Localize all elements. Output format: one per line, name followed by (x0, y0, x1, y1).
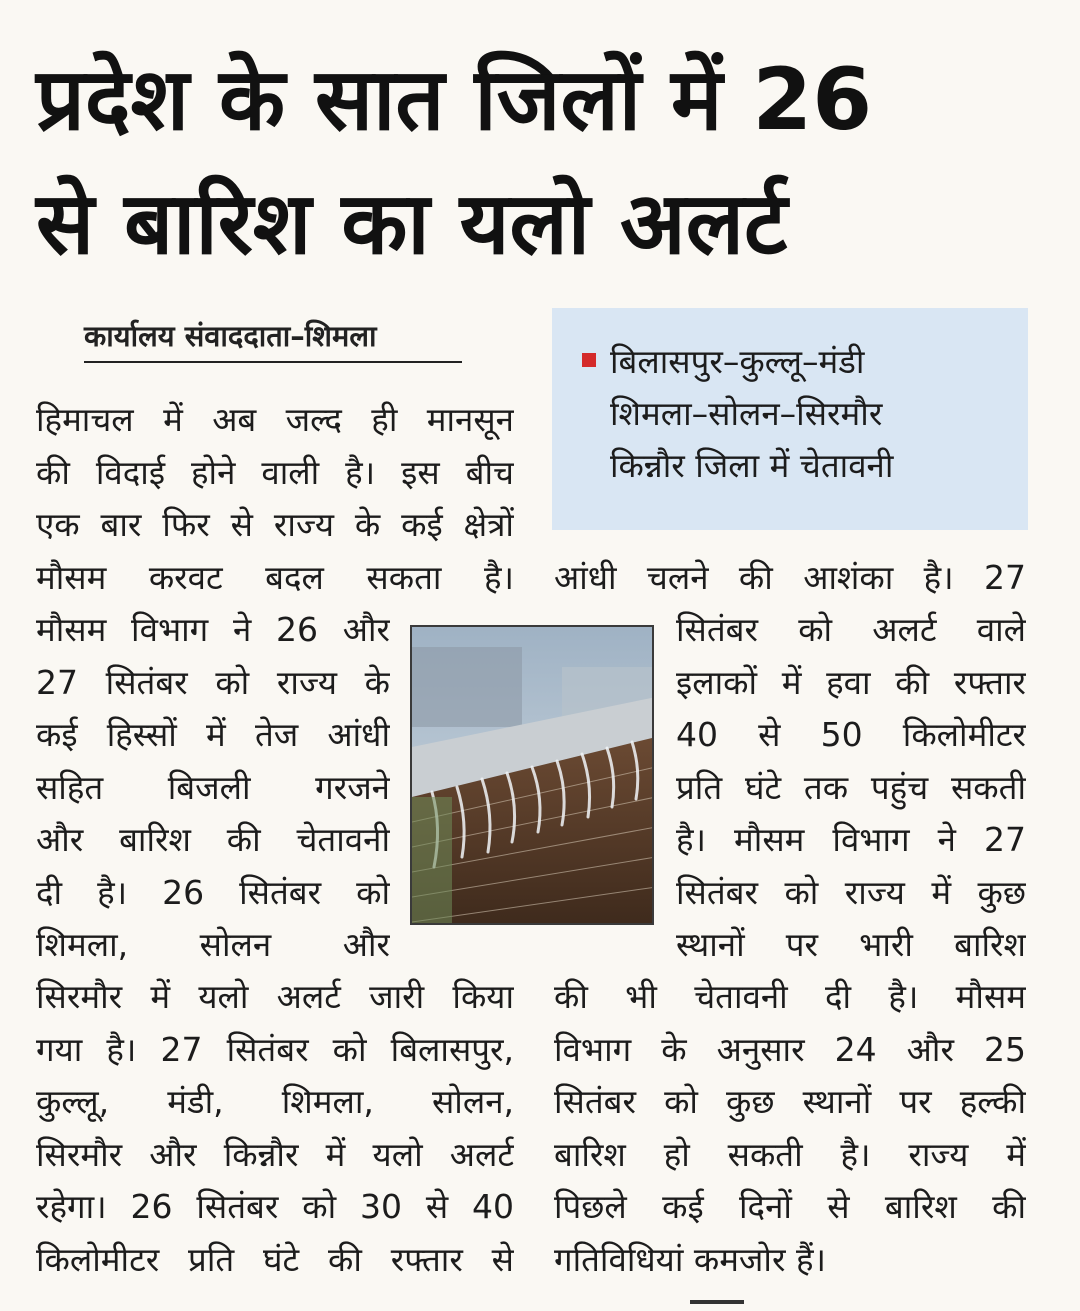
article-line: हिमाचल में अब जल्द ही मानसून (36, 400, 514, 439)
article-line: की विदाई होने वाली है। इस बीच (36, 452, 514, 492)
article-line: 27 सितंबर को राज्य के (36, 662, 390, 702)
article-line: की भी चेतावनी दी है। मौसम (554, 977, 1026, 1016)
highlight-line-1-text: बिलासपुर–कुल्लू–मंडी (610, 342, 865, 381)
article-line: है। मौसम विभाग ने 27 (676, 820, 1026, 859)
article-line: प्रति घंटे तक पहुंच सकती (676, 767, 1026, 807)
article-right-top (554, 552, 1026, 605)
bullet-square-icon (582, 353, 596, 367)
article-line: दी है। 26 सितंबर को (36, 872, 390, 912)
article-line: आंधी चलने की आशंका है। 27 (554, 558, 1026, 597)
highlight-box (552, 308, 1028, 530)
article-line: कई हिस्सों में तेज आंधी (36, 715, 390, 754)
article-right-bottom (554, 971, 1026, 1286)
rain-on-roof-photo (410, 625, 654, 925)
article-line: किलोमीटर प्रति घंटे की रफ्तार से (36, 1239, 514, 1279)
article-line: और बारिश की चेतावनी (36, 820, 390, 859)
article-line: सितंबर को राज्य में कुछ (676, 872, 1026, 912)
footer-rule (690, 1300, 744, 1304)
byline: कार्यालय संवाददाता–शिमला (84, 316, 462, 363)
article-line: सिरमौर और किन्नौर में यलो अलर्ट (36, 1134, 514, 1174)
highlight-line-2: शिमला–सोलन–सिरमौर (610, 394, 883, 433)
article-left-top (36, 394, 514, 604)
highlight-line-1 (582, 336, 1008, 388)
article-line: गया है। 27 सितंबर को बिलासपुर, (36, 1029, 514, 1069)
article-line: स्थानों पर भारी बारिश (676, 925, 1026, 964)
article-left-bottom (36, 971, 514, 1286)
article-left-wrap (36, 604, 390, 972)
headline (36, 38, 1046, 286)
highlight-line-3: किन्नौर जिला में चेतावनी (610, 446, 894, 485)
article-line: शिमला, सोलन और (36, 925, 390, 964)
article-line: विभाग के अनुसार 24 और 25 (554, 1029, 1026, 1069)
article-line: एक बार फिर से राज्य के कई क्षेत्रों (36, 505, 514, 544)
headline-line-1: प्रदेश के सात जिलों में 26 (36, 50, 873, 150)
article-line: सितंबर को कुछ स्थानों पर हल्की (554, 1082, 1026, 1121)
article-line: पिछले कई दिनों से बारिश की (554, 1187, 1026, 1226)
article-line: मौसम विभाग ने 26 और (36, 610, 390, 649)
article-line: सितंबर को अलर्ट वाले (676, 610, 1026, 649)
article-line: इलाकों में हवा की रफ्तार (676, 662, 1026, 702)
headline-line-2: से बारिश का यलो अलर्ट (36, 174, 788, 274)
article-line: कुल्लू, मंडी, शिमला, सोलन, (36, 1082, 514, 1121)
article-line: सहित बिजली गरजने (36, 767, 390, 807)
article-line: 40 से 50 किलोमीटर (676, 715, 1026, 754)
article-line: रहेगा। 26 सितंबर को 30 से 40 (36, 1187, 514, 1226)
article-line: बारिश हो सकती है। राज्य में (554, 1134, 1026, 1174)
rain-roof-illustration-icon (412, 627, 654, 925)
article-line: मौसम करवट बदल सकता है। (36, 557, 514, 597)
article-line: सिरमौर में यलो अलर्ट जारी किया (36, 977, 514, 1016)
article-right-wrap (676, 604, 1026, 972)
article-line: गतिविधियां कमजोर हैं। (554, 1239, 826, 1279)
